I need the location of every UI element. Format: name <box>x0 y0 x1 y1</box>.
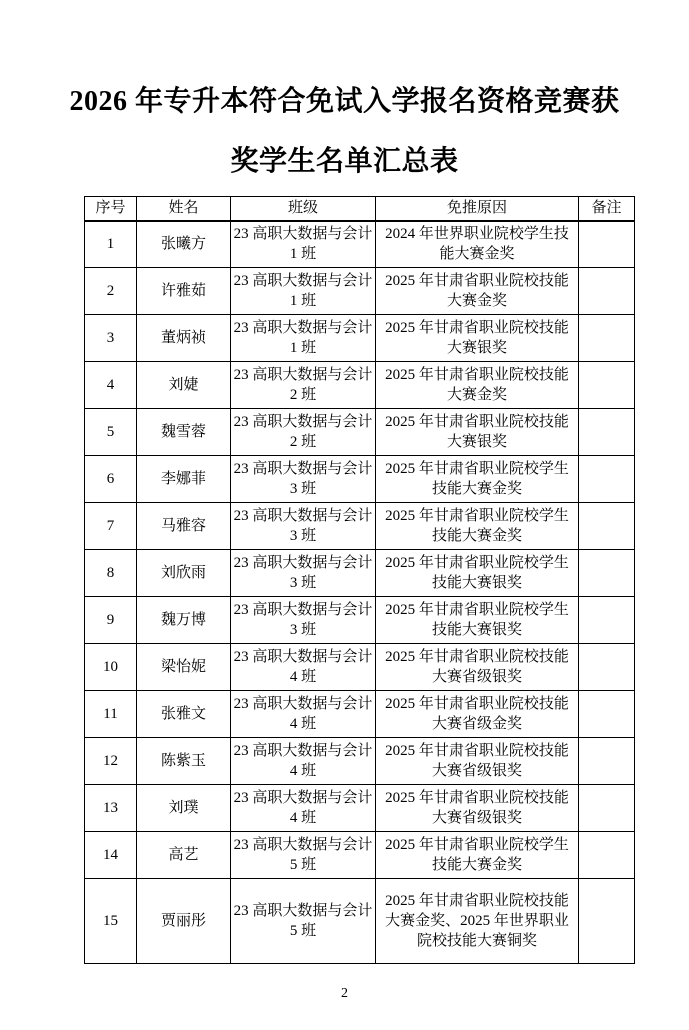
cell-no: 3 <box>85 315 137 362</box>
cell-name: 陈紫玉 <box>137 738 231 785</box>
cell-class: 23 高职大数据与会计 5 班 <box>231 832 376 879</box>
cell-no: 5 <box>85 409 137 456</box>
table-row <box>85 362 635 409</box>
cell-reason: 2025 年甘肃省职业院校技能大赛银奖 <box>376 409 579 456</box>
cell-no: 14 <box>85 832 137 879</box>
cell-class: 23 高职大数据与会计 1 班 <box>231 268 376 315</box>
cell-reason: 2025 年甘肃省职业院校技能大赛省级银奖 <box>376 738 579 785</box>
cell-reason: 2025 年甘肃省职业院校学生技能大赛金奖 <box>376 832 579 879</box>
cell-no: 12 <box>85 738 137 785</box>
cell-remark <box>579 221 635 268</box>
cell-remark <box>579 315 635 362</box>
cell-reason: 2025 年甘肃省职业院校技能大赛金奖 <box>376 268 579 315</box>
cell-reason: 2025 年甘肃省职业院校技能大赛银奖 <box>376 315 579 362</box>
page-title <box>0 72 689 192</box>
cell-remark <box>579 268 635 315</box>
table-row <box>85 268 635 315</box>
table-row <box>85 644 635 691</box>
column-header-class: 班级 <box>231 197 376 221</box>
cell-class: 23 高职大数据与会计 1 班 <box>231 315 376 362</box>
cell-name: 马雅容 <box>137 503 231 550</box>
cell-name: 魏万博 <box>137 597 231 644</box>
cell-remark <box>579 785 635 832</box>
cell-remark <box>579 738 635 785</box>
cell-remark <box>579 503 635 550</box>
cell-class: 23 高职大数据与会计 1 班 <box>231 221 376 268</box>
cell-name: 刘婕 <box>137 362 231 409</box>
cell-remark <box>579 832 635 879</box>
table-row <box>85 409 635 456</box>
cell-name: 贾丽彤 <box>137 879 231 964</box>
cell-no: 13 <box>85 785 137 832</box>
cell-no: 10 <box>85 644 137 691</box>
table-row <box>85 315 635 362</box>
cell-remark <box>579 456 635 503</box>
cell-class: 23 高职大数据与会计 4 班 <box>231 738 376 785</box>
cell-name: 魏雪蓉 <box>137 409 231 456</box>
table-row <box>85 221 635 268</box>
cell-reason: 2025 年甘肃省职业院校技能大赛金奖 <box>376 362 579 409</box>
cell-no: 1 <box>85 221 137 268</box>
cell-class: 23 高职大数据与会计 3 班 <box>231 503 376 550</box>
cell-class: 23 高职大数据与会计 4 班 <box>231 785 376 832</box>
cell-remark <box>579 691 635 738</box>
table-row <box>85 785 635 832</box>
cell-remark <box>579 550 635 597</box>
cell-no: 2 <box>85 268 137 315</box>
cell-name: 刘欣雨 <box>137 550 231 597</box>
cell-remark <box>579 879 635 964</box>
cell-reason: 2025 年甘肃省职业院校学生技能大赛银奖 <box>376 550 579 597</box>
cell-reason: 2025 年甘肃省职业院校技能大赛金奖、2025 年世界职业院校技能大赛铜奖 <box>376 879 579 964</box>
cell-name: 张曦方 <box>137 221 231 268</box>
cell-name: 许雅茹 <box>137 268 231 315</box>
cell-name: 梁怡妮 <box>137 644 231 691</box>
cell-class: 23 高职大数据与会计 3 班 <box>231 597 376 644</box>
cell-no: 7 <box>85 503 137 550</box>
cell-name: 李娜菲 <box>137 456 231 503</box>
award-students-table <box>84 196 635 964</box>
cell-name: 刘璞 <box>137 785 231 832</box>
cell-reason: 2025 年甘肃省职业院校学生技能大赛金奖 <box>376 456 579 503</box>
cell-no: 11 <box>85 691 137 738</box>
cell-class: 23 高职大数据与会计 5 班 <box>231 879 376 964</box>
cell-remark <box>579 644 635 691</box>
table-header-row <box>85 197 635 221</box>
page-title-line-1: 2026 年专升本符合免试入学报名资格竞赛获 <box>69 86 620 117</box>
cell-no: 15 <box>85 879 137 964</box>
cell-name: 张雅文 <box>137 691 231 738</box>
cell-class: 23 高职大数据与会计 3 班 <box>231 456 376 503</box>
table-row <box>85 738 635 785</box>
cell-class: 23 高职大数据与会计 2 班 <box>231 362 376 409</box>
cell-name: 董炳祯 <box>137 315 231 362</box>
cell-class: 23 高职大数据与会计 2 班 <box>231 409 376 456</box>
column-header-remark: 备注 <box>579 197 635 221</box>
table-row <box>85 691 635 738</box>
cell-no: 8 <box>85 550 137 597</box>
table-row <box>85 832 635 879</box>
column-header-name: 姓名 <box>137 197 231 221</box>
cell-class: 23 高职大数据与会计 4 班 <box>231 691 376 738</box>
cell-class: 23 高职大数据与会计 4 班 <box>231 644 376 691</box>
page-title-line-2: 奖学生名单汇总表 <box>230 146 459 177</box>
table-row <box>85 503 635 550</box>
cell-reason: 2025 年甘肃省职业院校学生技能大赛银奖 <box>376 597 579 644</box>
cell-name: 高艺 <box>137 832 231 879</box>
cell-reason: 2025 年甘肃省职业院校技能大赛省级银奖 <box>376 785 579 832</box>
column-header-reason: 免推原因 <box>376 197 579 221</box>
table-row <box>85 879 635 964</box>
cell-reason: 2025 年甘肃省职业院校技能大赛省级银奖 <box>376 644 579 691</box>
cell-reason: 2025 年甘肃省职业院校学生技能大赛金奖 <box>376 503 579 550</box>
cell-no: 6 <box>85 456 137 503</box>
table-row <box>85 456 635 503</box>
table-row <box>85 597 635 644</box>
cell-no: 9 <box>85 597 137 644</box>
cell-remark <box>579 597 635 644</box>
page-number: 2 <box>341 986 348 1001</box>
cell-no: 4 <box>85 362 137 409</box>
cell-remark <box>579 409 635 456</box>
table-row <box>85 550 635 597</box>
cell-reason: 2025 年甘肃省职业院校技能大赛省级金奖 <box>376 691 579 738</box>
cell-class: 23 高职大数据与会计 3 班 <box>231 550 376 597</box>
column-header-no: 序号 <box>85 197 137 221</box>
cell-remark <box>579 362 635 409</box>
cell-reason: 2024 年世界职业院校学生技能大赛金奖 <box>376 221 579 268</box>
